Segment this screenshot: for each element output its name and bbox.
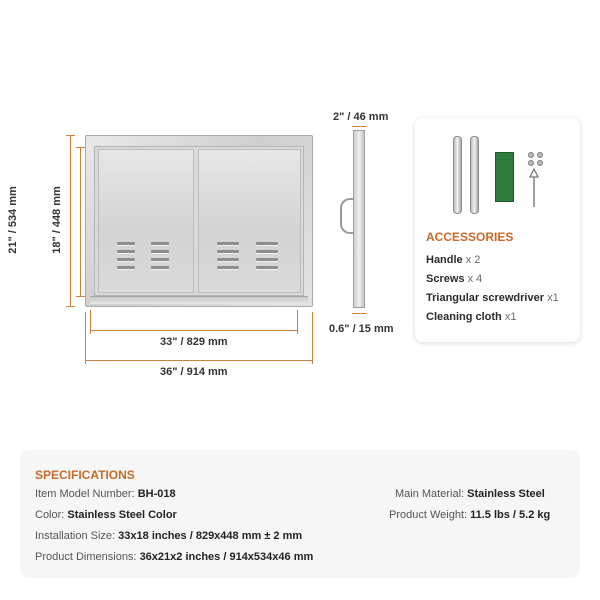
- spec-row-weight: Product Weight: 11.5 lbs / 5.2 kg: [389, 509, 551, 521]
- accessories-title: ACCESSORIES: [426, 230, 514, 244]
- spec-row-installation-size: Installation Size: 33x18 inches / 829x448 mm ± 2 mm: [35, 530, 303, 542]
- right-door-panel: [198, 149, 301, 293]
- overall-height-line: [70, 135, 71, 307]
- overall-width-line: [85, 360, 313, 361]
- depth-line: [352, 126, 367, 127]
- accessories-card: [415, 118, 580, 342]
- list-item: Screws x 4: [426, 273, 483, 285]
- door-opening: [94, 146, 304, 296]
- list-item: Triangular screwdriver x1: [426, 292, 559, 304]
- spec-row-color: Color: Stainless Steel Color: [35, 509, 177, 521]
- overall-height-label: 21" / 534 mm: [7, 186, 19, 254]
- spec-row-product-dimensions: Product Dimensions: 36x21x2 inches / 914x534x46 mm: [35, 551, 314, 563]
- cleaning-cloth-icon: [495, 152, 514, 202]
- double-door-front-view: [85, 135, 313, 307]
- list-item: Cleaning cloth x1: [426, 311, 517, 323]
- handle-icon: [470, 136, 479, 214]
- specifications-card: [20, 450, 580, 578]
- overall-width-label: 36" / 914 mm: [160, 366, 228, 378]
- door-width-label: 33" / 829 mm: [160, 336, 228, 348]
- screw-icon: [537, 152, 543, 158]
- flange-line: [352, 313, 367, 314]
- screw-icon: [528, 160, 534, 166]
- spec-row-material: Main Material: Stainless Steel: [395, 488, 545, 500]
- specifications-title: SPECIFICATIONS: [35, 468, 135, 482]
- accessories-list: [426, 251, 559, 327]
- screw-icon: [537, 160, 543, 166]
- depth-label: 2" / 46 mm: [333, 111, 389, 123]
- door-height-line: [80, 147, 81, 297]
- screw-icon: [528, 152, 534, 158]
- door-height-label: 18" / 448 mm: [51, 186, 63, 254]
- spec-row-model: Item Model Number: BH-018: [35, 488, 176, 500]
- door-side-view: [353, 130, 365, 308]
- door-width-line: [90, 330, 298, 331]
- handle-icon: [453, 136, 462, 214]
- door-bottom-lip: [90, 296, 308, 304]
- left-door-panel: [98, 149, 194, 293]
- triangular-screwdriver-icon: [529, 168, 539, 208]
- flange-label: 0.6" / 15 mm: [329, 323, 394, 335]
- list-item: Handle x 2: [426, 254, 481, 266]
